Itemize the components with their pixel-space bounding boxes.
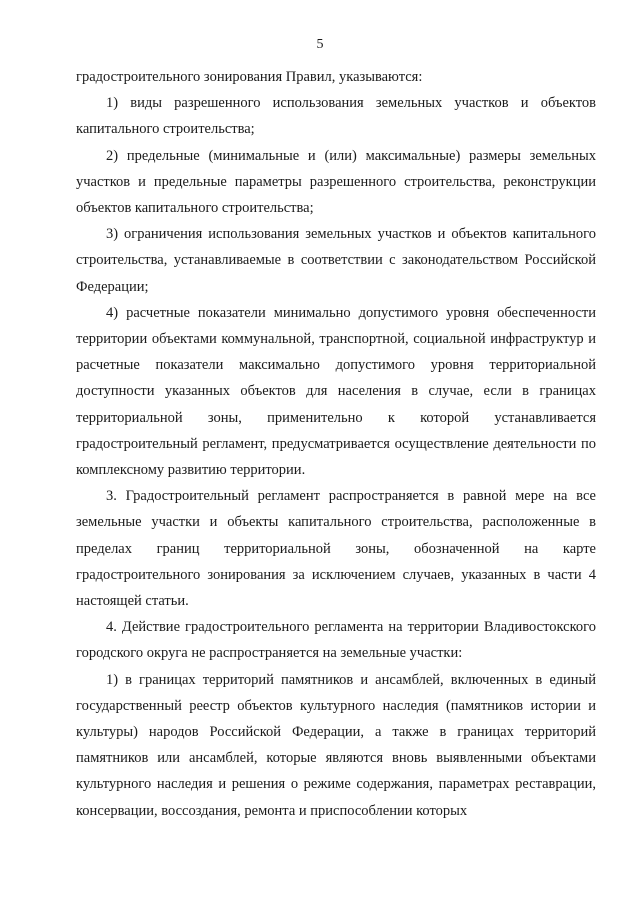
paragraph-section-3: 3. Градостроительный регламент распространяется в равной мере на все земельные участки и объекты капитального строительства, расположенные в пределах границ территориальной зоны, обозначенной на карте градостроительного зонирования за исключением случаев, указанных в части 4 настоящей статьи.	[76, 488, 596, 610]
page-number: 5	[316, 37, 324, 52]
paragraph-section-4-item-1: 1) в границах территорий памятников и ансамблей, включенных в единый государственный реестр объектов культурного наследия (памятников истории и культуры) народов Российской Федерации, а также в границах территорий памятников или ансамблей, которые являются вновь выявленными объектами культурного наследия и решения о режиме содержания, параметрах реставрации, консервации, воссоздания, ремонта и приспособлении которых	[76, 671, 596, 819]
paragraph-item-4: 4) расчетные показатели минимально допустимого уровня обеспеченности территории объектами коммунальной, транспортной, социальной инфраструктур и расчетные показатели максимально допустимого уровня территориальной доступности указанных объектов для населения в случае, если в границах территориальной зоны, применительно к которой устанавливается градостроительный регламент, предусматривается осуществление деятельности по комплексному развитию территории.	[76, 304, 596, 479]
paragraph-item-2: 2) предельные (минимальные и (или) максимальные) размеры земельных участков и предельные параметры разрешенного строительства, реконструкции объектов капитального строительства;	[76, 147, 596, 217]
document-body	[76, 64, 596, 824]
paragraph-continuation: градостроительного зонирования Правил, указываются:	[76, 69, 423, 85]
paragraph-item-1: 1) виды разрешенного использования земельных участков и объектов капитального строительства;	[76, 95, 596, 138]
paragraph-item-3: 3) ограничения использования земельных участков и объектов капитального строительства, устанавливаемые в соответствии с законодательством Российской Федерации;	[76, 226, 596, 295]
paragraph-section-4: 4. Действие градостроительного регламента на территории Владивостокского городского округа не распространяется на земельные участки:	[76, 619, 596, 662]
